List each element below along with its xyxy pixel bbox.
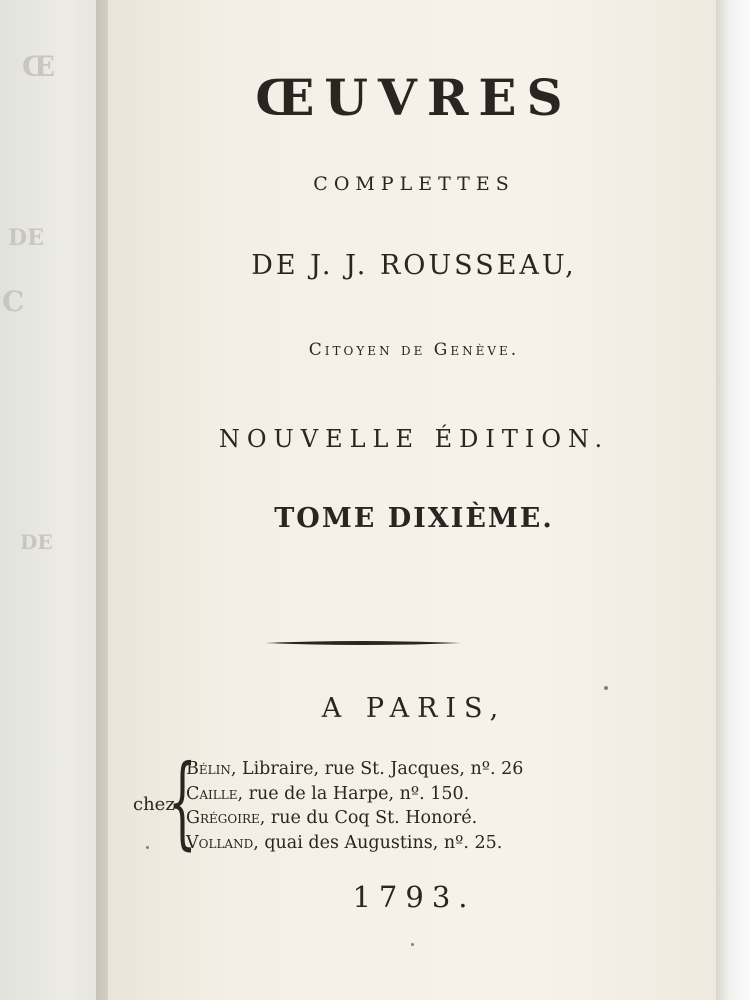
seller-name: Grégoire — [186, 808, 260, 828]
seller-entry — [186, 757, 523, 782]
seller-detail: , rue de la Harpe, nº. 150. — [237, 783, 470, 804]
seller-list — [186, 757, 523, 855]
publication-year: 1793. — [352, 880, 476, 914]
paper-speck — [604, 686, 608, 690]
seller-detail: , Libraire, rue St. Jacques, nº. 26 — [230, 759, 524, 779]
seller-entry — [186, 831, 523, 856]
decorative-rule — [265, 639, 461, 647]
imprint-chez: chez — [133, 794, 175, 815]
seller-name: Caille — [186, 783, 238, 804]
bleed-through-mark: C — [2, 285, 25, 318]
curly-brace-icon: { — [168, 743, 197, 860]
bleed-through-mark: DE — [8, 225, 44, 251]
seller-detail: , quai des Augustins, nº. 25. — [253, 832, 503, 853]
previous-page — [0, 0, 110, 1000]
imprint-place: A PARIS, — [321, 693, 507, 724]
book-subtitle: COMPLETTES — [313, 173, 515, 195]
paper-speck — [411, 943, 414, 946]
author-citizenship: Citoyen de Genève. — [308, 340, 520, 360]
volume-line: TOME DIXIÈME. — [274, 503, 554, 534]
book-title: ŒUVRES — [255, 68, 573, 127]
seller-name: Bélin — [186, 759, 231, 779]
seller-detail: , rue du Coq St. Honoré. — [259, 808, 478, 828]
seller-name: Volland — [186, 832, 254, 853]
seller-entry — [186, 782, 523, 807]
edition-line: NOUVELLE ÉDITION. — [218, 425, 610, 453]
page-edge — [716, 0, 750, 1000]
seller-entry — [186, 806, 523, 831]
bleed-through-mark: DE — [20, 530, 53, 554]
bleed-through-mark: Œ — [22, 50, 56, 83]
paper-speck — [146, 846, 149, 849]
author-line: DE J. J. ROUSSEAU, — [251, 250, 577, 281]
